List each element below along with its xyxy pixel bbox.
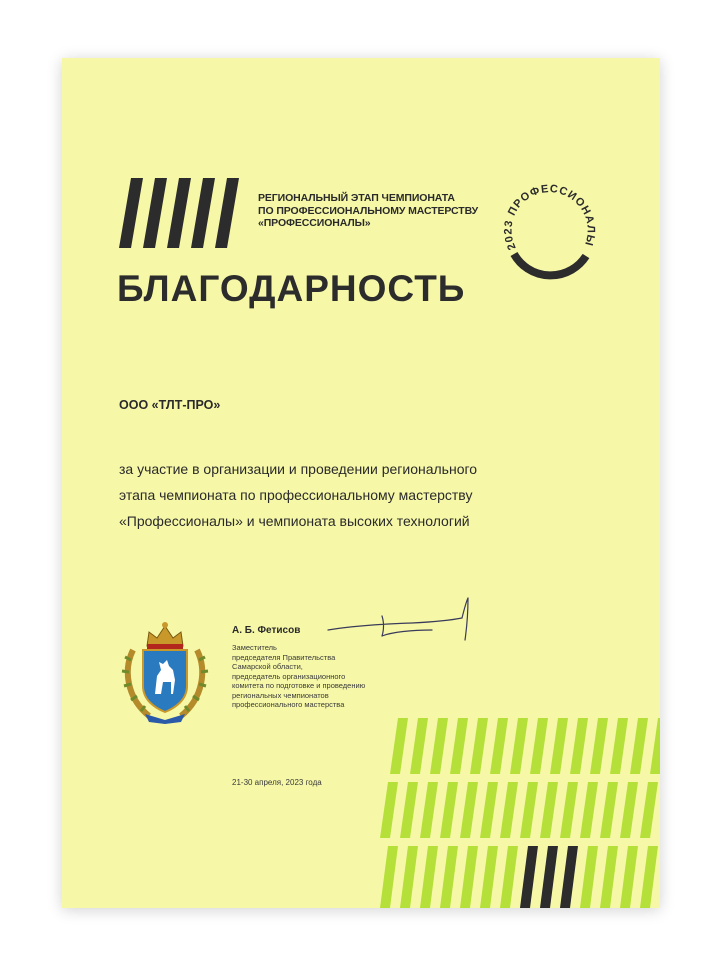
pattern-stripe	[380, 782, 398, 838]
pattern-stripe	[620, 846, 638, 908]
pattern-stripe	[590, 718, 608, 774]
certificate-body	[119, 456, 559, 534]
pattern-stripe	[460, 782, 478, 838]
professionals-ring-logo	[494, 170, 604, 280]
svg-text:2023 ПРОФЕССИОНАЛЫ	[503, 183, 597, 252]
body-line-2: этапа чемпионата по профессиональному мастерству	[119, 487, 473, 503]
pattern-stripe	[450, 718, 468, 774]
pattern-stripe	[600, 846, 618, 908]
pattern-stripe	[430, 718, 448, 774]
position-line: председателя Правительства	[232, 652, 336, 662]
pattern-stripe	[520, 782, 538, 838]
championship-header	[258, 192, 518, 230]
body-line-1: за участие в организации и проведении регионального	[119, 461, 478, 477]
pattern-stripe	[480, 782, 498, 838]
pattern-stripe	[400, 846, 418, 908]
pattern-stripe	[410, 718, 428, 774]
header-line-1: РЕГИОНАЛЬНЫЙ ЭТАП ЧЕМПИОНАТА	[258, 192, 455, 204]
pattern-stripe	[560, 782, 578, 838]
pattern-stripe	[440, 782, 458, 838]
pattern-stripe	[380, 846, 398, 908]
pattern-stripe	[440, 846, 458, 908]
ring-text: 2023 ПРОФЕССИОНАЛЫ	[502, 182, 597, 252]
position-line: Самарской области,	[232, 662, 303, 671]
pattern-stripe	[650, 718, 660, 774]
pattern-stripe	[640, 846, 658, 908]
event-date: 21-30 апреля, 2023 года	[232, 778, 322, 787]
certificate-sheet	[62, 58, 660, 908]
pattern-stripe	[510, 718, 528, 774]
header-line-3: «ПРОФЕССИОНАЛЫ»	[258, 217, 371, 229]
position-line: председатель организационного	[232, 671, 346, 681]
pattern-stripe	[470, 718, 488, 774]
pattern-stripe	[540, 846, 558, 908]
pattern-stripe	[560, 846, 578, 908]
pattern-stripe	[390, 718, 408, 774]
body-line-3: «Профессионалы» и чемпионата высоких технологий	[119, 513, 470, 529]
pattern-stripe	[630, 718, 648, 774]
samara-coat-of-arms-icon	[119, 620, 211, 724]
championship-logo-bars	[119, 178, 239, 248]
recipient-name: ООО «ТЛТ-ПРО»	[119, 398, 221, 412]
pattern-stripe	[420, 782, 438, 838]
position-line: профессионального мастерства	[232, 700, 345, 709]
pattern-stripe	[540, 782, 558, 838]
decorative-stripe-pattern	[380, 718, 660, 908]
certificate-title: БЛАГОДАРНОСТЬ	[117, 268, 466, 309]
pattern-stripe	[500, 782, 518, 838]
position-line: Заместитель	[232, 643, 277, 652]
pattern-stripe	[580, 782, 598, 838]
pattern-stripe	[530, 718, 548, 774]
handwritten-signature	[322, 596, 482, 646]
pattern-stripe	[460, 846, 478, 908]
signer-name: А. Б. Фетисов	[232, 625, 301, 636]
pattern-stripe	[520, 846, 538, 908]
pattern-stripe	[420, 846, 438, 908]
pattern-stripe	[620, 782, 638, 838]
pattern-stripe	[400, 782, 418, 838]
pattern-stripe	[570, 718, 588, 774]
position-line: региональных чемпионатов	[232, 690, 329, 700]
pattern-stripe	[480, 846, 498, 908]
pattern-stripe	[490, 718, 508, 774]
pattern-stripe	[610, 718, 628, 774]
pattern-stripe	[600, 782, 618, 838]
header-line-2: ПО ПРОФЕССИОНАЛЬНОМУ МАСТЕРСТВУ	[258, 204, 479, 217]
pattern-stripe	[550, 718, 568, 774]
pattern-stripe	[580, 846, 598, 908]
pattern-stripe	[500, 846, 518, 908]
signer-position	[232, 643, 432, 710]
pattern-stripe	[640, 782, 658, 838]
position-line: комитета по подготовке и проведению	[232, 681, 366, 690]
